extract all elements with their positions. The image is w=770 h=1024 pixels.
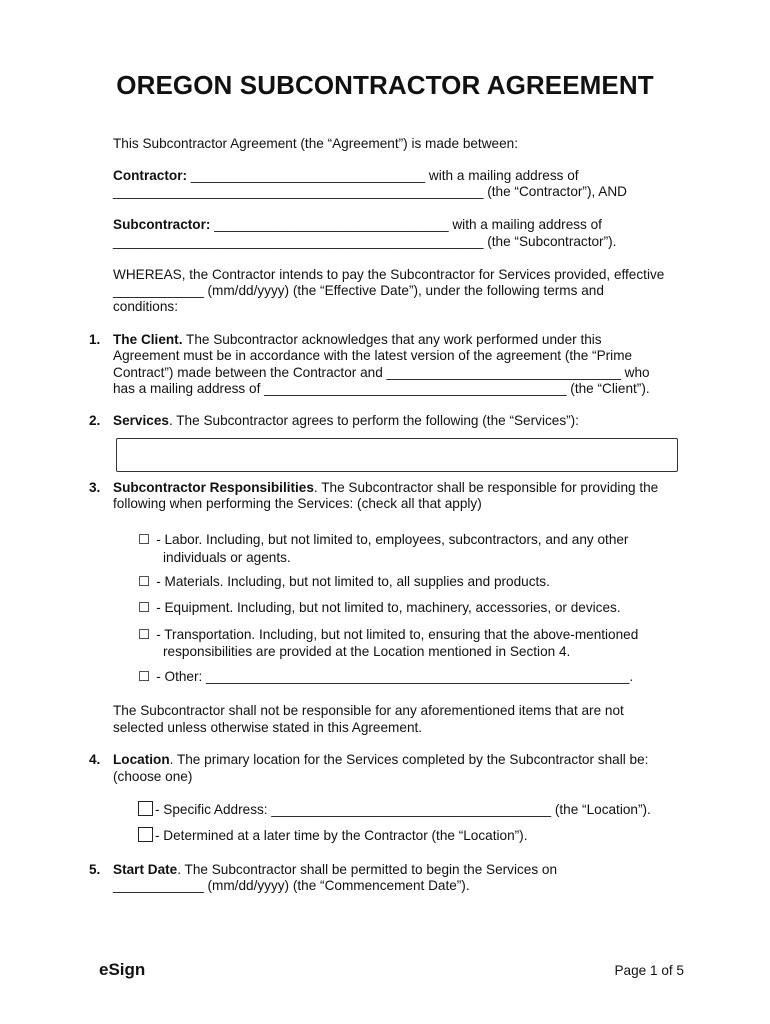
subcontractor-address-field[interactable]: _________________________________________________ (the “Subcontractor”).: [113, 234, 617, 249]
section-1-line-1: [113, 332, 602, 349]
checkbox-item-transportation[interactable]: [138, 626, 638, 644]
contractor-label: Contractor:: [113, 168, 188, 183]
section-3-text: . The Subcontractor shall be responsible for providing the: [313, 480, 659, 495]
checkbox-icon[interactable]: [138, 801, 153, 816]
checkbox-label-continued: individuals or agents.: [163, 550, 291, 565]
section-4-heading: Location: [113, 752, 170, 767]
services-input-box[interactable]: [116, 438, 678, 472]
esign-logo: eSign: [99, 960, 146, 979]
section-1-line-2: Agreement must be in accordance with the latest version of the agreement (the “Prime: [113, 348, 633, 363]
checkbox-icon[interactable]: ☐: [138, 627, 151, 642]
intro-text: This Subcontractor Agreement (the “Agreement”) is made between:: [113, 136, 518, 151]
checkbox-label: - Transportation. Including, but not limited to, ensuring that the above-mentioned: [156, 627, 639, 642]
section-4-text: . The primary location for the Services completed by the Subcontractor shall be:: [169, 752, 649, 767]
whereas-line-3: conditions:: [113, 299, 178, 314]
section-2-line-1: [113, 413, 579, 430]
section-1-number: 1.: [89, 332, 101, 347]
checkbox-icon[interactable]: ☐: [138, 669, 151, 684]
checkbox-label-continued: responsibilities are provided at the Location mentioned in Section 4.: [163, 644, 571, 659]
checkbox-label: - Materials. Including, but not limited to, all supplies and products.: [156, 574, 550, 589]
checkbox-item-materials[interactable]: [138, 573, 550, 591]
section-5-text: . The Subcontractor shall be permitted to begin the Services on: [177, 862, 558, 877]
whereas-line-1: WHEREAS, the Contractor intends to pay the Subcontractor for Services provided, effective: [113, 267, 665, 282]
checkbox-item-labor[interactable]: [138, 531, 628, 549]
section-3-number: 3.: [89, 480, 101, 495]
contractor-name-field[interactable]: _______________________________ with a mailing address of: [187, 168, 579, 183]
section-1-heading: The Client.: [113, 332, 183, 347]
section-3-line-2: following when performing the Services: (check all that apply): [113, 496, 482, 511]
section-2-number: 2.: [89, 413, 101, 428]
section-4-line-2: (choose one): [113, 769, 193, 784]
section-2-heading: Services: [113, 413, 169, 428]
checkbox-icon[interactable]: ☐: [138, 600, 151, 615]
checkbox-icon[interactable]: ☐: [138, 574, 151, 589]
section-4-line-1: [113, 752, 648, 769]
contractor-address-field[interactable]: _________________________________________________ (the “Contractor”), AND: [113, 184, 627, 199]
effective-date-field[interactable]: ____________ (mm/dd/yyyy) (the “Effective Date”), under the following terms and: [113, 283, 604, 298]
location-option-later[interactable]: [138, 827, 527, 845]
section-5-line-1: [113, 862, 557, 879]
checkbox-icon[interactable]: [138, 827, 153, 842]
section-3-note-line-2: selected unless otherwise stated in this Agreement.: [113, 720, 423, 735]
option-label: - Specific Address: _____________________________________ (the “Location”).: [155, 802, 651, 817]
contractor-line: [113, 168, 579, 185]
subcontractor-name-field[interactable]: _______________________________ with a mailing address of: [210, 217, 602, 232]
client-name-field[interactable]: Contract”) made between the Contractor and _______________________________ who: [113, 365, 650, 380]
section-5-number: 5.: [89, 862, 101, 877]
section-5-heading: Start Date: [113, 862, 178, 877]
section-2-text: . The Subcontractor agrees to perform the following (the “Services”):: [168, 413, 579, 428]
page-number: Page 1 of 5: [614, 963, 684, 978]
document-title: OREGON SUBCONTRACTOR AGREEMENT: [116, 70, 654, 100]
checkbox-icon[interactable]: ☐: [138, 532, 151, 547]
checkbox-label: - Equipment. Including, but not limited to, machinery, accessories, or devices.: [156, 600, 621, 615]
section-4-number: 4.: [89, 752, 101, 767]
section-3-note-line-1: The Subcontractor shall not be responsible for any aforementioned items that are not: [113, 703, 624, 718]
checkbox-item-other[interactable]: [138, 668, 633, 686]
subcontractor-line: [113, 217, 602, 234]
other-field[interactable]: - Other: ________________________________________________________.: [156, 669, 634, 684]
option-label: - Determined at a later time by the Contractor (the “Location”).: [155, 828, 528, 843]
checkbox-item-equipment[interactable]: [138, 599, 621, 617]
location-option-specific[interactable]: [138, 801, 651, 819]
section-3-line-1: [113, 480, 658, 497]
client-address-field[interactable]: has a mailing address of ________________________________________ (the “Client”).: [113, 381, 650, 396]
subcontractor-label: Subcontractor:: [113, 217, 211, 232]
section-1-text: The Subcontractor acknowledges that any work performed under this: [182, 332, 602, 347]
checkbox-label: - Labor. Including, but not limited to, employees, subcontractors, and any other: [156, 532, 629, 547]
section-3-heading: Subcontractor Responsibilities: [113, 480, 314, 495]
commencement-date-field[interactable]: ____________ (mm/dd/yyyy) (the “Commencement Date”).: [113, 878, 470, 893]
